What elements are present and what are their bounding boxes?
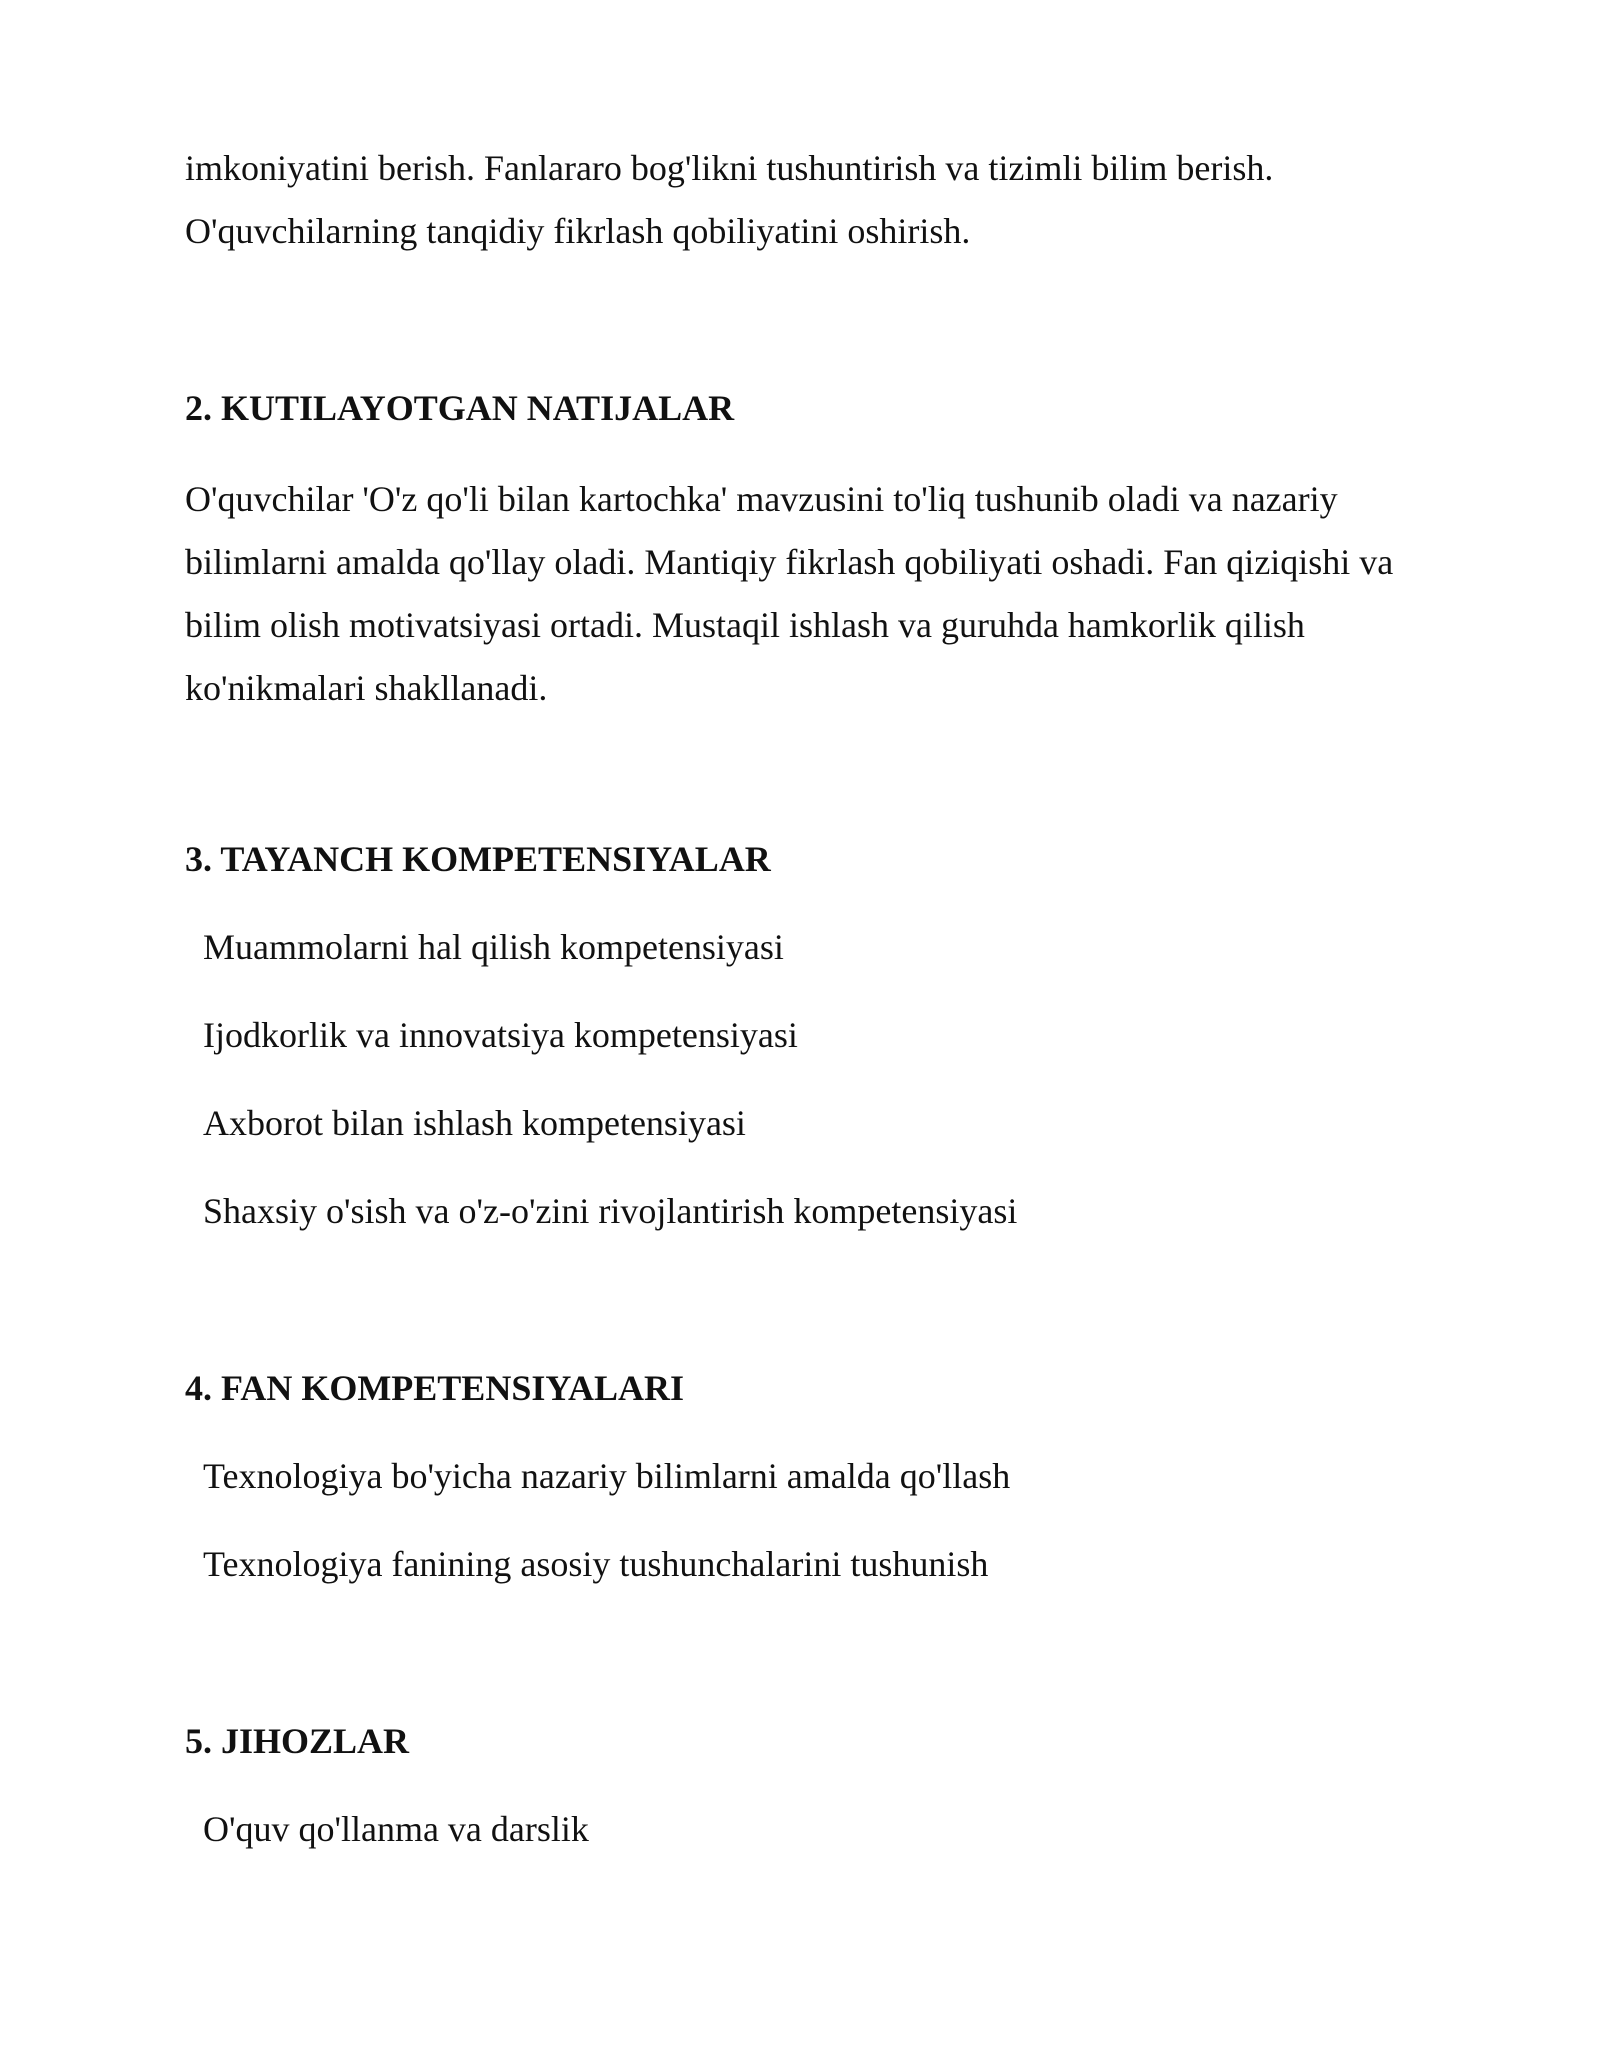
- list-item: Texnologiya bo'yicha nazariy bilimlarni amalda qo'llash: [203, 1456, 1011, 1496]
- section-heading-core-competencies: 3. TAYANCH KOMPETENSIYALAR: [185, 839, 771, 879]
- list-item: Texnologiya fanining asosiy tushunchalarini tushunish: [203, 1544, 989, 1584]
- paragraph-line: bilimlarni amalda qo'llay oladi. Mantiqiy fikrlash qobiliyati oshadi. Fan qiziqishi va: [185, 542, 1394, 582]
- list-item: Axborot bilan ishlash kompetensiyasi: [203, 1103, 746, 1143]
- paragraph-line: O'quvchilar 'O'z qo'li bilan kartochka' mavzusini to'liq tushunib oladi va nazariy: [185, 479, 1338, 519]
- section-heading-subject-competencies: 4. FAN KOMPETENSIYALARI: [185, 1368, 685, 1408]
- intro-line: imkoniyatini berish. Fanlararo bog'likni tushuntirish va tizimli bilim berish.: [185, 148, 1274, 188]
- expected-results-paragraph: [185, 468, 1445, 720]
- intro-paragraph: [185, 137, 1445, 263]
- list-item: Muammolarni hal qilish kompetensiyasi: [203, 927, 784, 967]
- intro-line: O'quvchilarning tanqidiy fikrlash qobiliyatini oshirish.: [185, 211, 971, 251]
- section-heading-equipment: 5. JIHOZLAR: [185, 1721, 410, 1761]
- list-item: O'quv qo'llanma va darslik: [203, 1809, 589, 1849]
- paragraph-line: ko'nikmalari shakllanadi.: [185, 668, 548, 708]
- section-heading-expected-results: 2. KUTILAYOTGAN NATIJALAR: [185, 388, 735, 428]
- list-item: Shaxsiy o'sish va o'z-o'zini rivojlantirish kompetensiyasi: [203, 1191, 1018, 1231]
- list-item: Ijodkorlik va innovatsiya kompetensiyasi: [203, 1015, 798, 1055]
- paragraph-line: bilim olish motivatsiyasi ortadi. Mustaqil ishlash va guruhda hamkorlik qilish: [185, 605, 1305, 645]
